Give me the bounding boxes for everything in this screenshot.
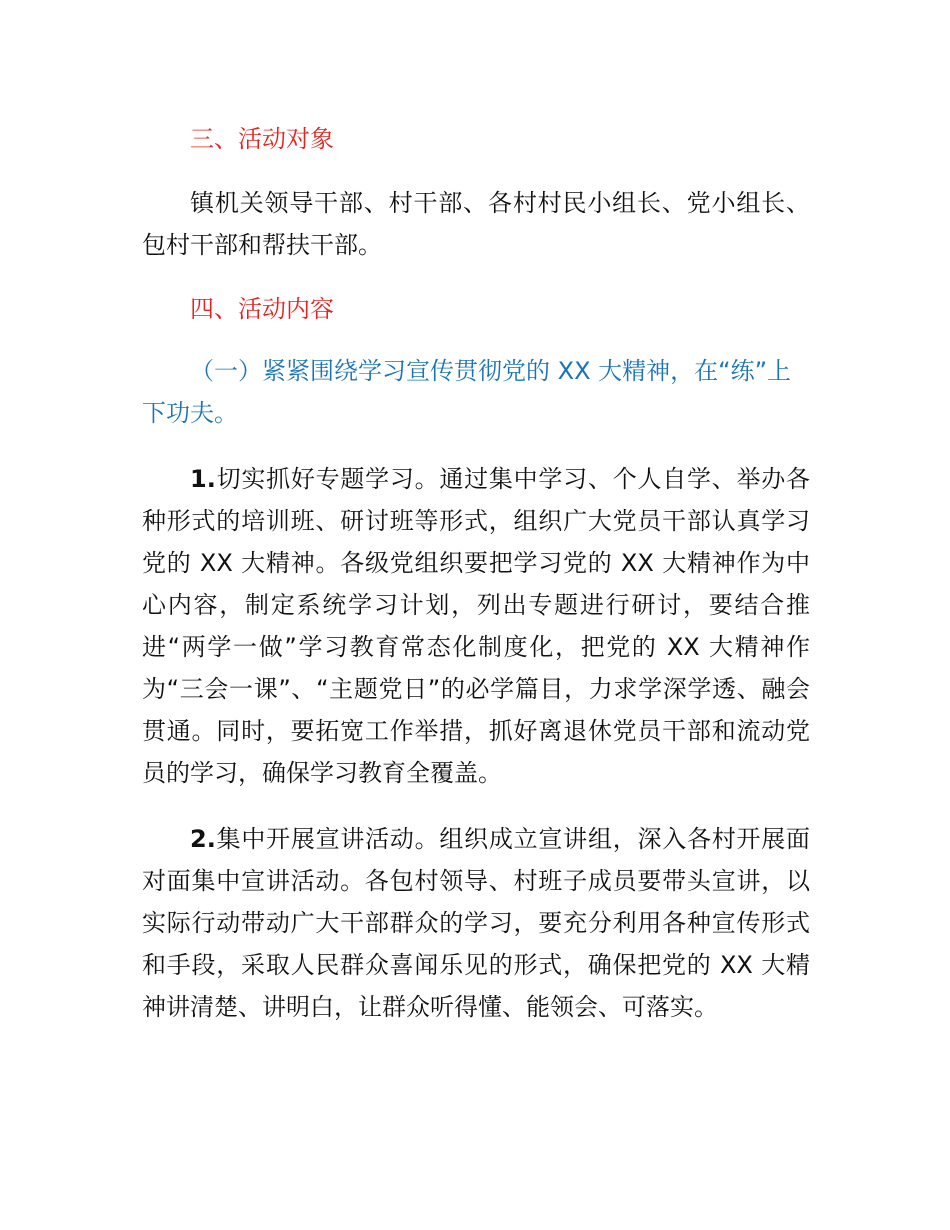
item-1-text: 切实抓好专题学习。通过集中学习、个人自学、举办各种形式的培训班、研讨班等形式，组织广大党员干部认真学习党的 XX 大精神。各级党组织要把学习党的 XX 大精神作为中心内容，制定系统学习计划，列出专题进行研讨，要结合推进“两学一做”学习教育常态化制度化，把党的 XX 大精神作为“三会一课”、“主题党日”的必学篇目，力求学深学透、融会贯通。同时，要拓宽工作举措，抓好离退休党员干部和流动党员的学习，确保学习教育全覆盖。 (142, 465, 810, 787)
section-4-heading: 四、活动内容 (190, 295, 334, 323)
section-4-subheading-1: （一）紧紧围绕学习宣传贯彻党的 XX 大精神，在“练”上下功夫。 (142, 357, 792, 427)
document-content (142, 118, 810, 1028)
section-3-heading: 三、活动对象 (190, 125, 334, 153)
spacer (142, 160, 810, 182)
spacer (142, 794, 810, 818)
item-2-paragraph (142, 818, 810, 1028)
spacer (142, 266, 810, 288)
item-2-number: 2. (190, 825, 216, 853)
section-3-body: 镇机关领导干部、村干部、各村村民小组长、党小组长、包村干部和帮扶干部。 (142, 189, 810, 259)
spacer (142, 330, 810, 350)
item-1-paragraph (142, 458, 810, 794)
item-1-number: 1. (190, 465, 216, 493)
spacer (142, 434, 810, 458)
item-2-text: 集中开展宣讲活动。组织成立宣讲组，深入各村开展面对面集中宣讲活动。各包村领导、村班子成员要带头宣讲，以实际行动带动广大干部群众的学习，要充分利用各种宣传形式和手段，采取人民群众喜闻乐见的形式，确保把党的 XX 大精神讲清楚、讲明白，让群众听得懂、能领会、可落实。 (142, 825, 810, 1021)
